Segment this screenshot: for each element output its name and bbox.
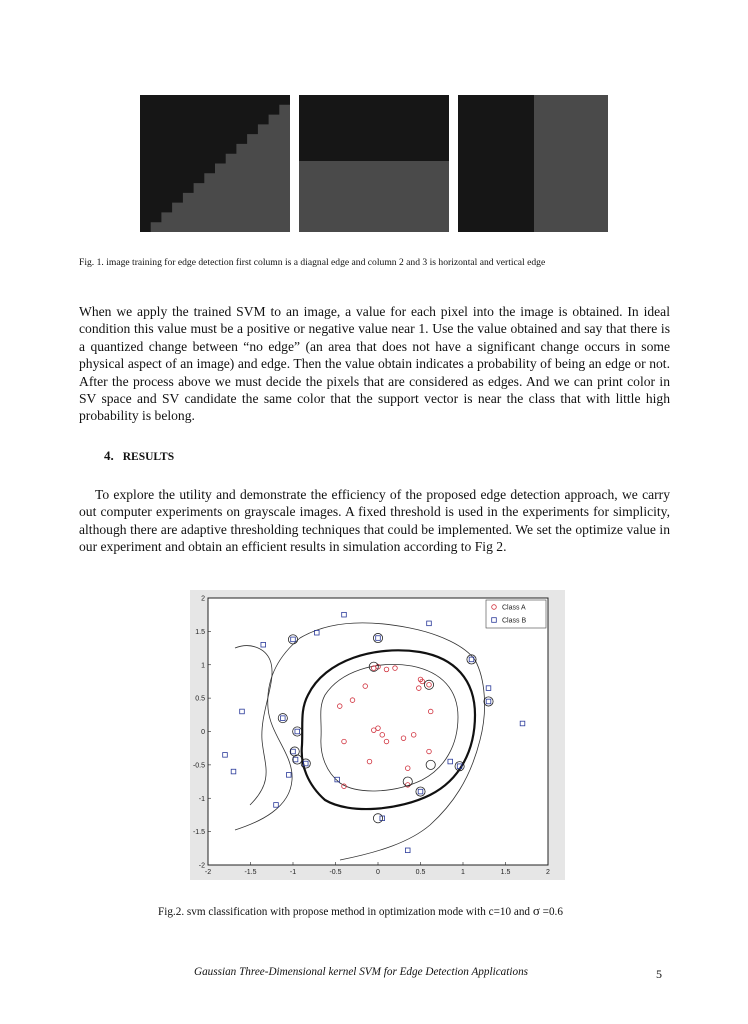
x-tick-label: 2 xyxy=(546,869,550,876)
y-tick-label: 2 xyxy=(201,595,205,603)
body-paragraph-2: To explore the utility and demonstrate the efficiency of the proposed edge detection approach, we carry out computer experiments on grayscale images. A fixed threshold is used in the experiments for simplicity, although there are adaptive thresholding techniques that could be implemented. We set the optimize value in our experiment and obtain an efficient results in simulation according to Fig 2. xyxy=(79,487,670,555)
caption-text: Fig.2. svm classification with propose method in optimization mode with c=10 and xyxy=(158,906,533,918)
y-tick-label: 1.5 xyxy=(195,628,205,636)
x-tick-label: -1 xyxy=(289,869,297,876)
x-tick-label: -0.5 xyxy=(329,869,342,876)
y-tick-label: -2 xyxy=(198,862,205,870)
x-tick-label: 1 xyxy=(461,869,465,876)
section-number: 4. xyxy=(104,448,114,463)
x-tick-label: 0.5 xyxy=(415,869,426,876)
section-title: RESULTS xyxy=(122,451,175,463)
plot-area xyxy=(208,598,548,865)
vertical-edge-patch xyxy=(458,95,608,232)
legend xyxy=(486,600,546,628)
diagonal-edge-patch xyxy=(140,95,290,232)
y-tick-label: 0 xyxy=(201,729,205,736)
legend-class-a-label: Class A xyxy=(502,604,526,612)
page-footer: Gaussian Three-Dimensional kernel SVM for Edge Detection Applications xyxy=(194,966,529,978)
legend-class-b-label: Class B xyxy=(502,617,527,625)
y-tick-label: -1.5 xyxy=(192,829,205,837)
x-tick-label: -2 xyxy=(204,869,212,876)
y-tick-label: 0.5 xyxy=(195,695,205,703)
caption-value: =0.6 xyxy=(539,906,563,918)
horizontal-edge-patch xyxy=(299,95,449,232)
y-tick-label: -0.5 xyxy=(192,762,205,770)
y-tick-label: 1 xyxy=(201,662,205,670)
figure-1-caption: Fig. 1. image training for edge detection first column is a diagnal edge and column 2 and 3 is horizontal and vertical edge xyxy=(79,257,546,268)
body-paragraph-1: When we apply the trained SVM to an image, a value for each pixel into the image is obtained. In ideal condition this value must be a positive or negative value near 1. Use the value obtained and say that there is a quantized change between “no edge” (an area that does not have a significant change occurs in some physical aspect of an image) and edge. Then the value obtain indicates a probability of being an edge or not. After the process above we must decide the pixels that are considered as edges. And we can print color in SV space and SV candidate the same color that the support vector is near the class that with little high probability is belong. xyxy=(79,304,670,424)
x-tick-label: -1.5 xyxy=(244,869,257,876)
page-number: 5 xyxy=(656,967,662,981)
figure-2-caption xyxy=(158,903,563,919)
x-tick-label: 0 xyxy=(376,869,380,876)
figure-2-svm-plot xyxy=(190,590,565,880)
x-tick-label: 1.5 xyxy=(500,869,511,876)
sigma-symbol: σ xyxy=(532,903,540,918)
figure-1-edge-patches xyxy=(140,95,608,232)
y-tick-label: -1 xyxy=(198,795,205,803)
section-heading xyxy=(104,448,174,464)
